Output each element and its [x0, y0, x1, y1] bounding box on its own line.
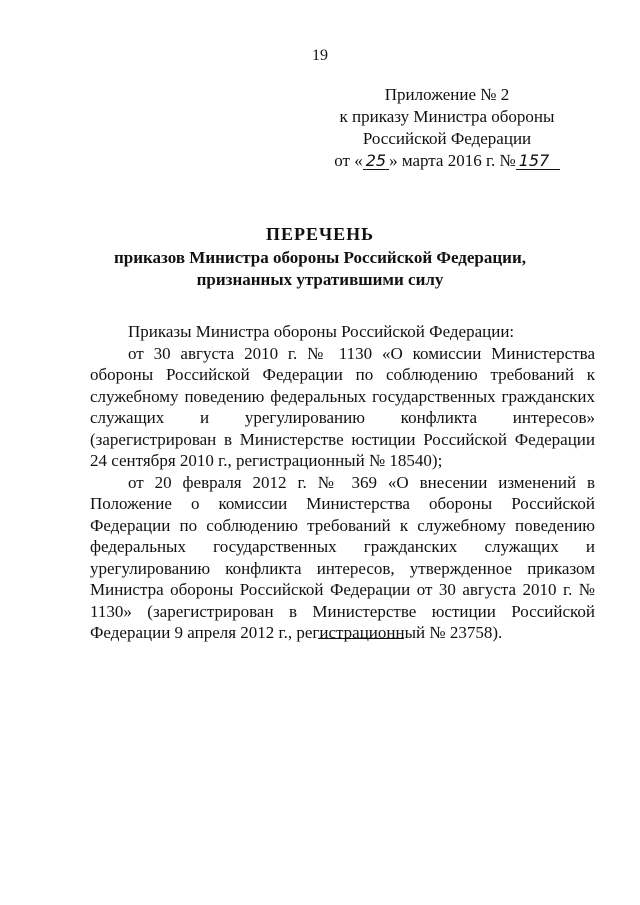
date-prefix: от «	[334, 151, 363, 170]
appendix-header	[312, 84, 582, 172]
document-subtitle	[0, 247, 640, 291]
body-intro: Приказы Министра обороны Российской Федерации:	[128, 322, 515, 341]
end-divider	[318, 638, 404, 639]
date-suffix: » марта 2016 г. №	[389, 151, 516, 170]
appendix-order-ref: к приказу Министра обороны	[339, 107, 555, 126]
subtitle-line-1: приказов Министра обороны Российской Федерации,	[113, 248, 527, 267]
handwritten-day: 25	[363, 152, 389, 170]
document-title-block	[0, 223, 640, 291]
order-item-1: от 30 августа 2010 г. № 1130 «О комиссии Министерства обороны Российской Федерации по соблюдению требований к служебному поведению федеральных государственных гражданских служащих и урегулированию конфликта интересов» (зарегистрирован в Министерстве юстиции Российской Федерации 24 сентября 2010 г., регистрационный № 18540);	[90, 343, 595, 470]
appendix-date-line	[312, 150, 582, 172]
page-number: 19	[312, 47, 328, 64]
appendix-federation: Российской Федерации	[362, 129, 532, 148]
document-body	[90, 321, 595, 644]
subtitle-line-2: признанных утратившими силу	[196, 270, 444, 289]
appendix-number: Приложение № 2	[384, 85, 510, 104]
order-item-2: от 20 февраля 2012 г. № 369 «О внесении изменений в Положение о комиссии Министерства обороны Российской Федерации по соблюдению требований к служебному поведению федеральных государственных гражданских служащих и урегулированию конфликта интересов, утвержденное приказом Министра обороны Российской Федерации от 30 августа 2010 г. № 1130» (зарегистрирован в Министерстве юстиции Российской Федерации 9 апреля 2012 г., регистрационный № 23758).	[90, 472, 595, 642]
document-title: ПЕРЕЧЕНЬ	[265, 224, 375, 244]
handwritten-order-number: 157	[516, 152, 560, 170]
